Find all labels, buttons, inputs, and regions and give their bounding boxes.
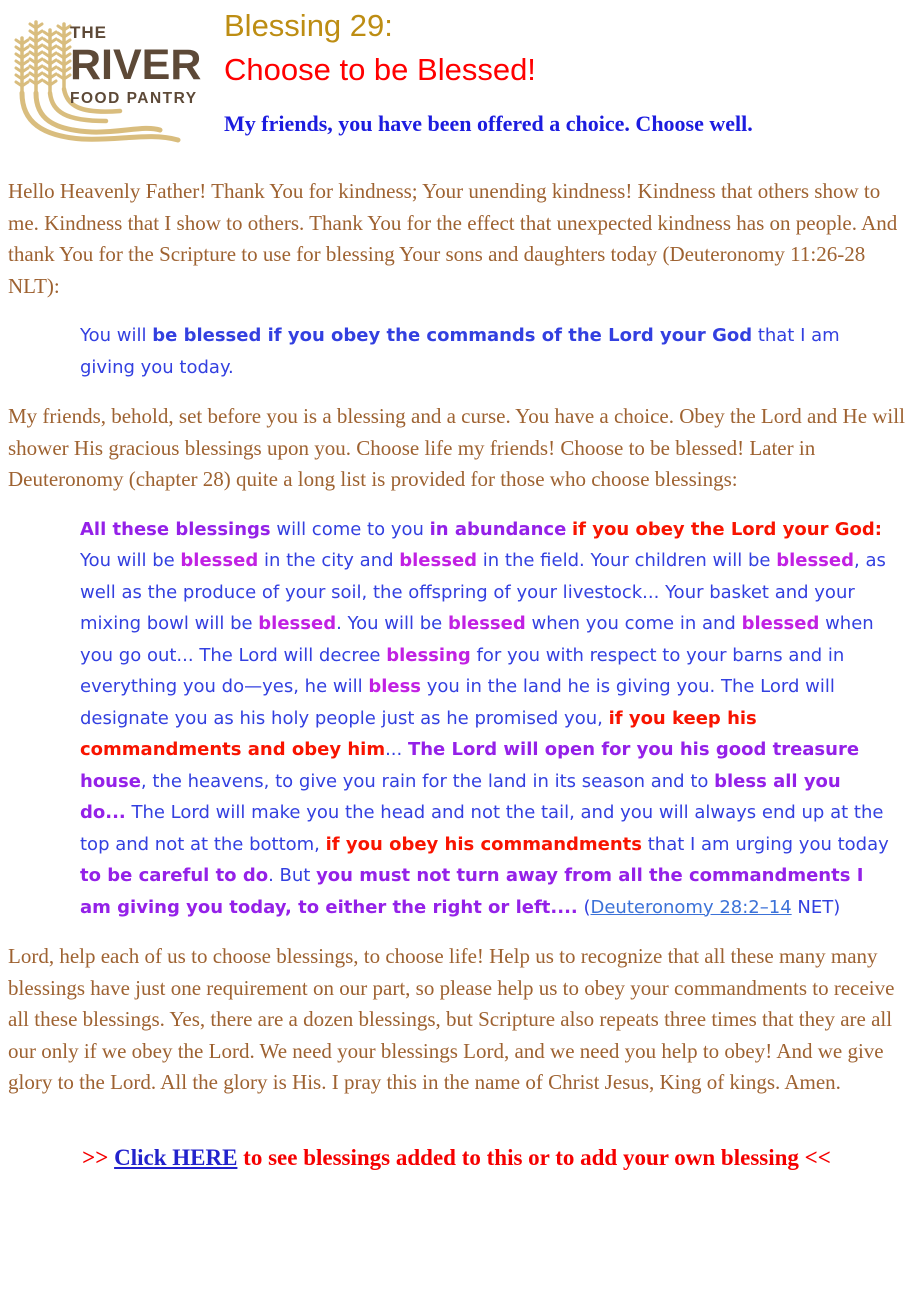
title-block	[196, 8, 753, 138]
quote-text-span: you in the land he is giving you. The Lord will designate you as his holy people just as he promised you,	[80, 676, 835, 729]
quote-text-span: be blessed if you obey the commands of the Lord your God	[152, 325, 753, 346]
quote-text-span: blessed	[447, 613, 526, 634]
quote-text-span: The Lord will open for you his good treasure house	[80, 739, 860, 792]
quote-text-span: if you obey his commandments	[325, 833, 642, 855]
quote-text-span: for you with respect to your barns and in everything you do—yes, he will	[80, 644, 845, 697]
quote-text-span: , the heavens, to give you rain for the land in its season and to	[140, 770, 715, 792]
quote-text-span: blessed	[180, 550, 259, 571]
quote-text-span: blessed	[741, 613, 820, 634]
logo-word-the: THE	[70, 23, 107, 42]
page-title-line2: Choose to be Blessed!	[224, 51, 536, 87]
logo-text	[70, 24, 201, 107]
scripture-quote-deut-28	[80, 514, 891, 924]
quote-text-span: bless all you do...	[80, 770, 841, 823]
page-title-line1: Blessing 29:	[224, 8, 393, 43]
quote-text-span: ....	[550, 896, 578, 918]
quote-text-span: (	[577, 896, 591, 918]
quote-text-span: blessing	[386, 644, 471, 666]
quote-text-span: when you go out... The Lord will decree	[80, 613, 874, 666]
quote-text-span: NET)	[791, 896, 841, 918]
quote-text-span: you must not turn away from all the commandments I am giving you today, to either the right or left	[80, 865, 864, 918]
paragraph-opening-prayer: Hello Heavenly Father! Thank You for kindness; Your unending kindness! Kindness that others show to me. Kindness that I show to others. Thank You for the effect that unexpected kindness has on people. And thank You for the Scripture to use for blessing Your sons and daughters today (Deuteronomy 11:26-28 NLT):	[8, 179, 898, 298]
quote-text-span: that I am urging you today	[642, 833, 889, 855]
paragraph-closing-prayer: Lord, help each of us to choose blessings, to choose life! Help us to recognize that all these many many blessings have just one requirement on our part, so please help us to obey your commandments to receive all these blessings. Yes, there are a dozen blessings, but Scripture also repeats three times that they are all our only if we obey the Lord. We need your blessings Lord, and we need you help to obey! And we give glory to the Lord. All the glory is His. I pray this in the name of Christ Jesus, King of kings. Amen.	[8, 944, 895, 1094]
quote-text-span: The Lord will make you the head and not the tail, and you will always end up at the top and not at the bottom,	[80, 802, 884, 855]
header	[8, 8, 905, 150]
quote-text-span: . But	[268, 865, 317, 886]
logo-word-river: RIVER	[70, 41, 202, 89]
quote-text-span: , as well as the produce of your soil, the offspring of your livestock... Your basket and your mixing bowl will be	[80, 550, 886, 634]
deuteronomy-link[interactable]: Deuteronomy 28:2–14	[590, 896, 792, 918]
logo-word-food-pantry: FOOD PANTRY	[70, 90, 198, 107]
scripture-quote-deut-11	[80, 320, 891, 383]
quote-text-span: will come to you	[270, 518, 430, 540]
quote-text-span: in abundance	[429, 518, 567, 540]
quote-text-span: blessed	[399, 550, 478, 571]
quote-text-span: if you obey the Lord your God:	[572, 518, 882, 540]
paragraph-choice: My friends, behold, set before you is a blessing and a curse. You have a choice. Obey the Lord and He will shower His gracious blessings upon you. Choose life my friends! Choose to be blessed! Later in Deuteronomy (chapter 28) quite a long list is provided for those who choose blessings:	[8, 404, 905, 491]
quote-text-span: . You will be	[336, 613, 448, 634]
quote-text-span: if you keep his commandments and obey him	[80, 707, 757, 760]
footer-click-here-link[interactable]: Click HERE	[114, 1144, 238, 1170]
river-food-pantry-logo	[8, 8, 202, 150]
footer-suffix: to see blessings added to this or to add your own blessing <<	[237, 1144, 831, 1170]
footer-prefix: >>	[82, 1144, 115, 1170]
quote-text-span: that I am giving you today.	[80, 325, 840, 378]
quote-text-span: bless	[368, 676, 422, 697]
quote-text-span: You will	[80, 325, 153, 346]
quote-text-span: All these blessings	[80, 518, 271, 540]
quote-text-span: blessed	[776, 550, 854, 571]
quote-text-span: You will be	[80, 550, 181, 571]
quote-text-span: blessed	[258, 613, 337, 634]
quote-text-span: in the city and	[258, 550, 400, 571]
footer	[8, 1145, 905, 1187]
quote-text-span: to be careful to do	[80, 865, 269, 886]
quote-text-span: ...	[385, 739, 408, 760]
page-subtitle: My friends, you have been offered a choice. Choose well.	[224, 111, 753, 137]
quote-text-span: in the field. Your children will be	[477, 550, 777, 571]
quote-text-span: when you come in and	[525, 613, 742, 634]
